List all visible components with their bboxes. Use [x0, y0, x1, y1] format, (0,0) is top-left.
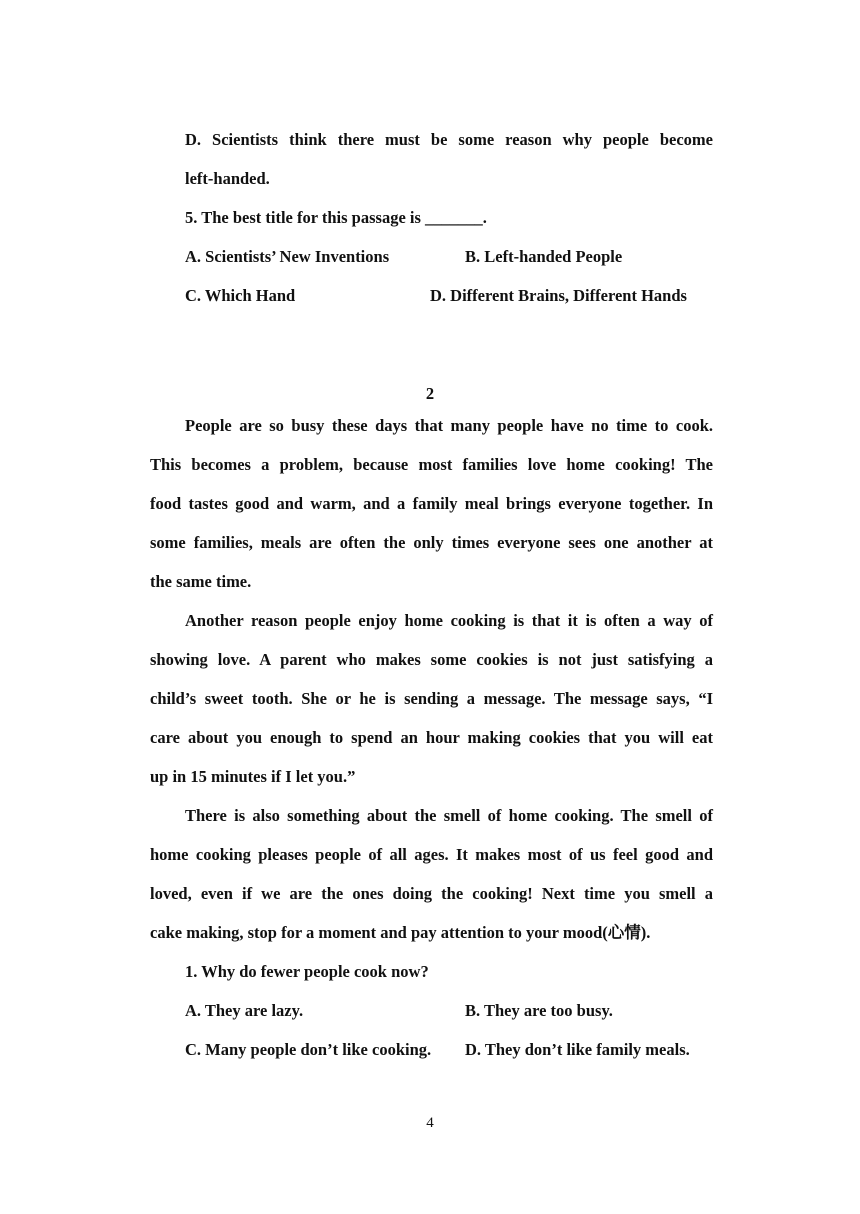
q4-option-d-line1: D. Scientists think there must be some reason why people become: [185, 130, 713, 149]
q5-question: 5. The best title for this passage is _______.: [185, 208, 487, 227]
para1-line1: People are so busy these days that many people have no time to cook.: [185, 416, 713, 435]
para2-line5: up in 15 minutes if I let you.”: [150, 767, 356, 786]
para2-line4: care about you enough to spend an hour making cookies that you will eat: [150, 728, 713, 747]
para3-line1: There is also something about the smell of home cooking. The smell of: [185, 806, 713, 825]
passage-heading: 2: [425, 384, 435, 403]
para2-line3: child’s sweet tooth. She or he is sending a message. The message says, “I: [150, 689, 713, 708]
q1-option-c: C. Many people don’t like cooking.: [185, 1040, 432, 1059]
para3-line3: loved, even if we are the ones doing the cooking! Next time you smell a: [150, 884, 713, 903]
q5-option-b: B. Left-handed People: [465, 247, 623, 266]
page-number: 4: [426, 1115, 434, 1131]
para1-line5: the same time.: [150, 572, 252, 591]
q5-option-a: A. Scientists’ New Inventions: [185, 247, 390, 266]
q1-option-d: D. They don’t like family meals.: [465, 1040, 690, 1059]
q1-option-b: B. They are too busy.: [465, 1001, 613, 1020]
para1-line3: food tastes good and warm, and a family meal brings everyone together. In: [150, 494, 713, 513]
para1-line2: This becomes a problem, because most families love home cooking! The: [150, 455, 713, 474]
para3-line4: cake making, stop for a moment and pay attention to your mood(心情).: [150, 923, 651, 942]
para2-line2: showing love. A parent who makes some cookies is not just satisfying a: [150, 650, 713, 669]
q5-option-d: D. Different Brains, Different Hands: [430, 286, 687, 305]
q1-question: 1. Why do fewer people cook now?: [185, 962, 429, 981]
q1-option-a: A. They are lazy.: [185, 1001, 304, 1020]
para3-line2: home cooking pleases people of all ages. It makes most of us feel good and: [150, 845, 713, 864]
q4-option-d-line2: left-handed.: [185, 169, 270, 188]
para1-line4: some families, meals are often the only times everyone sees one another at: [150, 533, 713, 552]
para2-line1: Another reason people enjoy home cooking is that it is often a way of: [185, 611, 713, 630]
q5-option-c: C. Which Hand: [185, 286, 296, 305]
